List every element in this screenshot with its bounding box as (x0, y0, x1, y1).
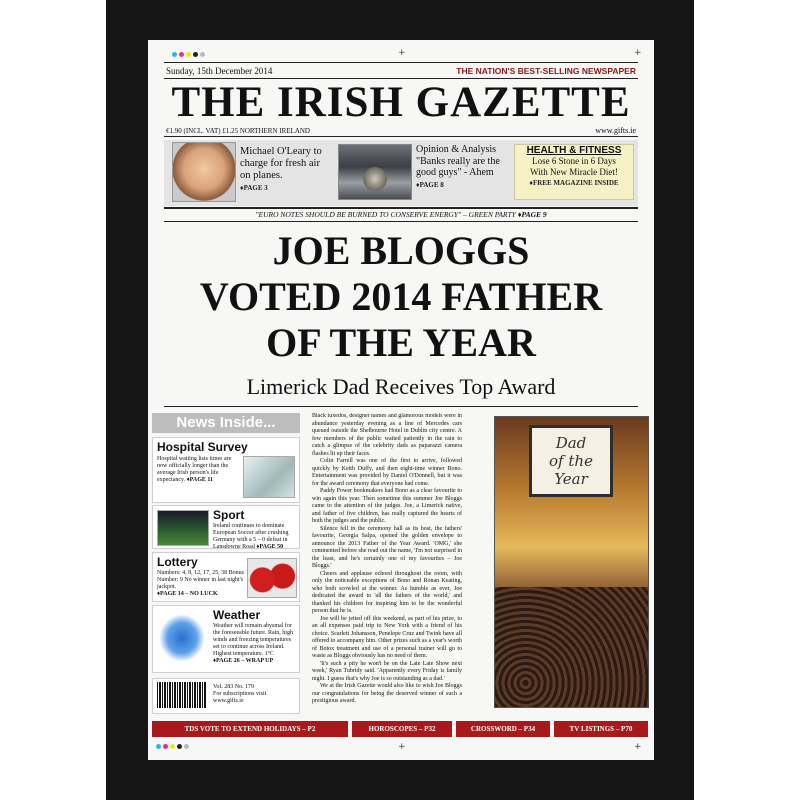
screen-text: Dad (555, 434, 587, 452)
divider (164, 207, 638, 209)
card-body: Weather will remain abysmal for the foreseeable future. Rain, high winds and freezing temperatures set to continue across Ireland. Highest temperature. 1ºC (213, 623, 293, 657)
article-paragraph: Colin Farrell was one of the first to arrive, followed quickly by Keith Duffy, and then eight-time winner Bono. Entertainment was provided by Daniel O'Donnell, but it was for the award ceremony that everyone had come. (312, 458, 462, 487)
print-color-dots-icon (172, 52, 205, 57)
volume-number: Vol. 283 No. 179 (213, 684, 255, 690)
headline-line: OF THE YEAR (266, 320, 536, 365)
divider (164, 136, 638, 137)
article-paragraph: Joe will be jetted off this weekend, as part of his prize, to an all expenses paid trip to New York with a friend of his choice. Scarlett Johansson, Penelope Cruz and Twink have all offered to accompany him. Other prizes such as a year's worth of Botox treatment and use of a personal trainer will go to waste as Bloggs obviously has no need of them. (312, 615, 462, 659)
subscription-text (213, 684, 266, 705)
print-color-dots-icon (156, 744, 189, 749)
screen-text: of the (549, 452, 593, 470)
price-line: €1.90 (INCL. VAT) £1.25 NORTHERN IRELAND (166, 127, 310, 135)
subscription-label: For subscriptions visit (213, 691, 267, 697)
footer-horoscopes[interactable]: HOROSCOPES – P32 (352, 721, 452, 737)
health-title: HEALTH & FITNESS (526, 145, 622, 156)
card-body: Numbers: 4, 8, 12, 17, 25, 38 Bonus Number: 9 No winner in last night's jackpot. (157, 570, 244, 590)
teaser-title: Opinion & Analysis (416, 144, 497, 155)
divider (164, 62, 638, 63)
card-title: Sport (213, 508, 245, 522)
stadium-photo-icon (157, 510, 209, 546)
quote-line (164, 210, 638, 219)
news-card-lottery[interactable] (152, 552, 300, 602)
card-body: Ireland continues to dominate European Soccer after crushing Germany with a 5 – 0 defeat in Lansdowne Road (213, 523, 289, 550)
headline-line: JOE BLOGGS (272, 228, 530, 273)
award-ceremony-photo (494, 416, 649, 708)
news-inside-header: News Inside... (152, 413, 300, 433)
news-card-weather[interactable] (152, 605, 300, 673)
article-paragraph: We at the Irish Gazette would also like to wish Joe Bloggs our congratulations for being the deserved winner of such a prestigious award. (312, 683, 462, 704)
ireland-map-icon (159, 614, 205, 662)
award-screen (529, 425, 613, 497)
audience-crowd (495, 587, 648, 707)
website: www.gifts.ie (595, 126, 636, 135)
card-text (213, 623, 295, 665)
crop-mark-icon: + (634, 48, 642, 58)
masthead: THE IRISH GAZETTE (171, 79, 631, 126)
card-text (157, 570, 245, 598)
subscription-site[interactable]: www.gifts.ie (213, 698, 244, 704)
teaser-oleary[interactable] (240, 146, 330, 194)
article-body (312, 413, 462, 721)
barcode-icon (157, 682, 207, 708)
article-paragraph: 'It's such a pity he won't be on the Late Late Show next week,' Ryan Tubridy said. 'Apparently every Friday is family night. I guess that's why Joe is so outstanding as a dad.' (312, 660, 462, 682)
health-fitness-box[interactable] (514, 144, 634, 200)
card-title: Lottery (157, 555, 198, 569)
card-body: Hospital waiting lists times are now officially longer than the average Irish person's life expectancy. (157, 456, 232, 483)
sub-headline: Limerick Dad Receives Top Award (246, 374, 556, 399)
card-page: ♦PAGE 11 (186, 477, 214, 483)
footer-tds[interactable]: TDS VOTE TO EXTEND HOLIDAYS – P2 (152, 721, 348, 737)
teaser-text: Michael O'Leary to charge for fresh air on planes. (240, 146, 322, 181)
subscription-box (152, 678, 300, 714)
card-text (157, 456, 237, 484)
hospital-photo-icon (243, 456, 295, 498)
card-text (213, 523, 295, 551)
headline-line: VOTED 2014 FATHER (199, 274, 603, 319)
divider (164, 406, 638, 407)
news-card-sport[interactable] (152, 505, 300, 549)
crop-mark-icon: + (398, 742, 406, 752)
main-headline (148, 228, 654, 366)
crop-mark-icon: + (634, 742, 642, 752)
article-paragraph: Silence fell in the ceremony hall as its host, the fathers' favourite, Georgia Salpa, opened the golden envelope to announce the 2013 Father of the Year Award. 'OMG,' she commented before she read out the name, 'I'm not surprised in the least, and he's certainly one of my favourites – Joe Bloggs.' (312, 525, 462, 569)
footer-tv-listings[interactable]: TV LISTINGS – P70 (554, 721, 648, 737)
card-title: Weather (213, 608, 261, 622)
divider (164, 221, 638, 222)
article-paragraph: Black tuxedos, designer names and glamorous models were in abundance yesterday evening as a line of Mercedes cars queued outside the Shelbourne Hotel in Dublin city centre. A few members of the public waited patiently in the rain to catch a glimpse of the celebrity dads as paparazzi camera flashes lit up their faces. (312, 413, 462, 457)
quote-text: "EURO NOTES SHOULD BE BURNED TO CONSERVE ENERGY" – GREEN PARTY (255, 210, 516, 219)
newspaper-page (148, 40, 654, 760)
screen-text: Year (554, 470, 588, 488)
portrait-photo-icon (172, 142, 236, 202)
health-line2: With New Miracle Diet! (530, 167, 618, 177)
health-page: ♦FREE MAGAZINE INSIDE (529, 179, 619, 187)
bank-building-photo-icon (338, 144, 412, 200)
teaser-text: "Banks really are the good guys" - Ahem (416, 155, 500, 178)
teaser-opinion[interactable] (416, 144, 511, 191)
slogan: THE NATION'S BEST-SELLING NEWSPAPER (456, 66, 636, 76)
teaser-page: ♦PAGE 8 (416, 180, 444, 189)
card-title: Hospital Survey (157, 440, 248, 454)
lottery-balls-icon (247, 558, 297, 598)
teaser-page: ♦PAGE 3 (240, 184, 268, 192)
issue-date: Sunday, 15th December 2014 (166, 66, 273, 76)
card-page: ♦PAGE 14 – NO LUCK (157, 591, 218, 597)
news-card-hospital[interactable] (152, 437, 300, 503)
quote-page: ♦PAGE 9 (517, 210, 547, 219)
card-page: ♦PAGE 26 – WRAP UP (213, 658, 274, 664)
article-paragraph: Cheers and applause echoed throughout the room, with only the noticeable exceptions of Bono and Ronan Keating, who both scowled at the winner. As humble as ever, Joe dedicated the award to 'all the fathers of the world,' and thanked his children for inspiring him to be the wonderful person that he is. (312, 570, 462, 614)
article-paragraph: Paddy Power bookmakers had Bono as a clear favourite to win again this year. Then sometime this summer Joe Bloggs came to the attention of the judges. Joe, a Limerick native, and father of five children, has really captured the hearts of both the judges and the public. (312, 488, 462, 524)
footer-crossword[interactable]: CROSSWORD – P34 (456, 721, 550, 737)
health-line1: Lose 6 Stone in 6 Days (532, 156, 616, 166)
crop-mark-icon: + (398, 48, 406, 58)
card-page: ♦PAGE 50 (256, 544, 284, 550)
